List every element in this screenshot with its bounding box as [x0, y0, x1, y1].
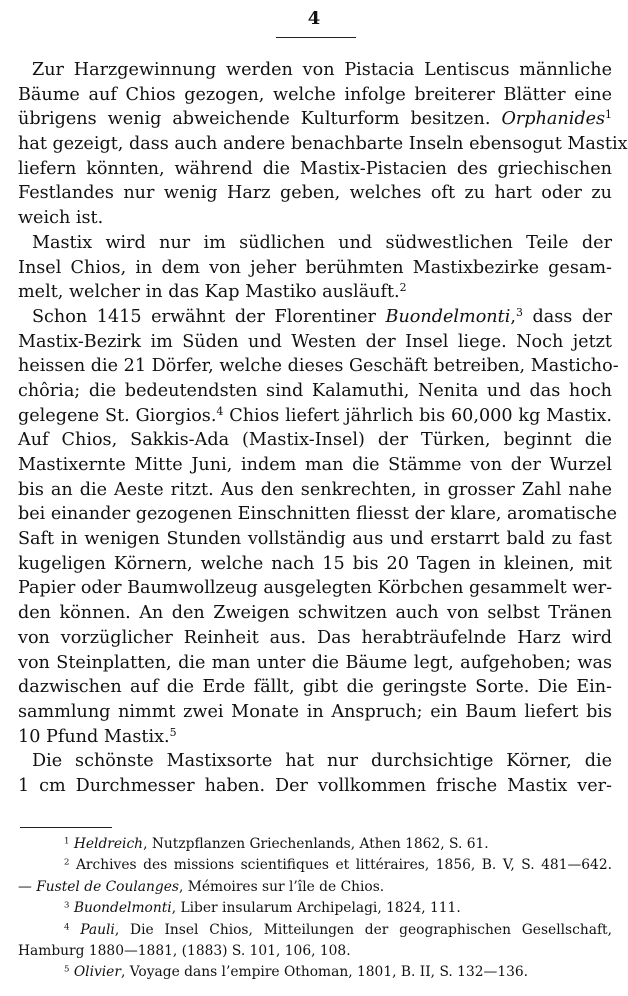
footnote-line: $^4$ Pauli, Die Insel Chios, Mitteilungen der geographischen Gesellschaft,	[64, 921, 612, 938]
text-line: hat gezeigt, dass auch andere benachbarte Inseln ebensogut Mastix	[18, 134, 628, 155]
text-line: Auf Chios, Sakkis-Ada (Mastix-Insel) der Türken, beginnt die	[18, 430, 612, 451]
footnote-marker: 3	[515, 305, 523, 319]
footnote-separator	[20, 827, 112, 828]
footnote	[18, 962, 612, 983]
footnote-marker: 1	[64, 836, 70, 847]
paragraph	[18, 305, 619, 749]
text-line: 10 Pfund Mastix.$^5$	[18, 725, 177, 747]
text-line: Bäume auf Chios gezogen, welche infolge breiterer Blätter eine	[18, 84, 612, 105]
page-number-rule	[276, 37, 356, 38]
text-line: von vorzüglicher Reinheit aus. Das herabträufelnde Harz wird	[18, 627, 612, 648]
text-line: sammlung nimmt zwei Monate in Anspruch; ein Baum liefert bis	[18, 701, 612, 722]
text-line: 1 cm Durchmesser haben. Der vollkommen frische Mastix ver-	[18, 775, 612, 796]
text-line: Mastixernte Mitte Juni, indem man die Stämme von der Wurzel	[18, 455, 612, 475]
footnote-marker: 5	[169, 725, 177, 739]
footnote-marker: 5	[64, 964, 70, 975]
text-line: Insel Chios, in dem von jeher berühmten Mastixbezirke gesam-	[18, 257, 612, 278]
footnotes	[18, 834, 612, 984]
footnote	[18, 898, 612, 919]
footnote-line: $^5$ Olivier, Voyage dans l’empire Othoman, 1801, B. II, S. 132—136.	[64, 964, 529, 981]
footnote-line: $^2$ Archives des missions scientifiques et littéraires, 1856, B. V, S. 481—642.	[64, 857, 612, 874]
text-line: heissen die 21 Dörfer, welche dieses Geschäft betreiben, Masticho-	[18, 356, 619, 377]
italic-name: Pauli	[80, 921, 115, 938]
italic-name: Fustel de Coulanges	[36, 878, 179, 895]
text-line: von Steinplatten, die man unter die Bäume legt, aufgehoben; was	[18, 652, 612, 673]
footnote-line: Hamburg 1880—1881, (1883) S. 101, 106, 108.	[18, 942, 351, 959]
italic-name: Olivier	[73, 964, 121, 981]
main-text	[18, 58, 628, 799]
italic-name: Orphanides	[501, 109, 606, 130]
italic-name: Buondelmonti	[385, 306, 511, 327]
footnote-line: $^1$ Heldreich, Nutzpflanzen Griechenlands, Athen 1862, S. 61.	[64, 836, 489, 852]
footnote-marker: 4	[216, 404, 224, 418]
footnote-marker: 4	[64, 921, 70, 932]
text-line: dazwischen auf die Erde fällt, gibt die geringste Sorte. Die Ein-	[18, 677, 612, 698]
text-line: Mastix wird nur im südlichen und südwestlichen Teile der	[32, 232, 612, 253]
text-line: den können. An den Zweigen schwitzen auch von selbst Tränen	[18, 603, 612, 624]
text-line: Saft in wenigen Stunden vollständig aus und erstarrt bald zu fast	[18, 529, 612, 550]
text-line: bei einander gezogenen Einschnitten fliesst der klare, aromatische	[18, 504, 618, 525]
paragraph	[18, 231, 612, 305]
text-line: melt, welcher in das Kap Mastiko ausläuft.$^2$	[18, 281, 407, 303]
text-line: chôria; die bedeutendsten sind Kalamuthi, Nenita und das hoch	[18, 380, 612, 401]
footnote	[18, 920, 612, 963]
text-line: kugeligen Körnern, welche nach 15 bis 20 Tagen in kleinen, mit	[18, 553, 612, 574]
footnote	[18, 834, 612, 855]
footnote-line: $^3$ Buondelmonti, Liber insularum Archipelagi, 1824, 111.	[64, 900, 461, 917]
text-line: Zur Harzgewinnung werden von Pistacia Lentiscus männliche	[32, 60, 612, 80]
footnote	[18, 855, 612, 898]
text-line: Festlandes nur wenig Harz geben, welches oft zu hart oder zu	[18, 183, 612, 204]
footnote-marker: 1	[605, 108, 612, 122]
footnote-line: — Fustel de Coulanges, Mémoires sur l’île de Chios.	[18, 878, 385, 895]
paragraph	[18, 749, 612, 798]
footnote-marker: 3	[64, 900, 70, 911]
text-line: weich ist.	[18, 208, 104, 229]
text-line: Schon 1415 erwähnt der Florentiner Buondelmonti,$^3$ dass der	[32, 305, 612, 327]
text-line: Papier oder Baumwollzeug ausgelegten Körbchen gesammelt wer-	[18, 578, 613, 599]
text-line: liefern könnten, während die Mastix-Pistacien des griechischen	[18, 158, 612, 179]
italic-name: Heldreich	[73, 836, 144, 852]
text-line: bis an die Aeste ritzt. Aus den senkrechten, in grosser Zahl nahe	[18, 479, 612, 500]
text-line: übrigens wenig abweichende Kulturform besitzen. Orphanides$^1$	[18, 108, 612, 130]
text-line: Mastix-Bezirk im Süden und Westen der Insel liege. Noch jetzt	[18, 331, 612, 352]
footnote-marker: 2	[399, 281, 407, 295]
text-line: Die schönste Mastixsorte hat nur durchsichtige Körner, die	[32, 751, 612, 772]
footnote-marker: 2	[64, 857, 70, 868]
page-number: 4	[307, 8, 321, 29]
paragraph	[18, 58, 628, 231]
text-line: gelegene St. Giorgios.$^4$ Chios liefert jährlich bis 60,000 kg Mastix.	[18, 404, 612, 426]
italic-name: Buondelmonti	[73, 900, 172, 917]
